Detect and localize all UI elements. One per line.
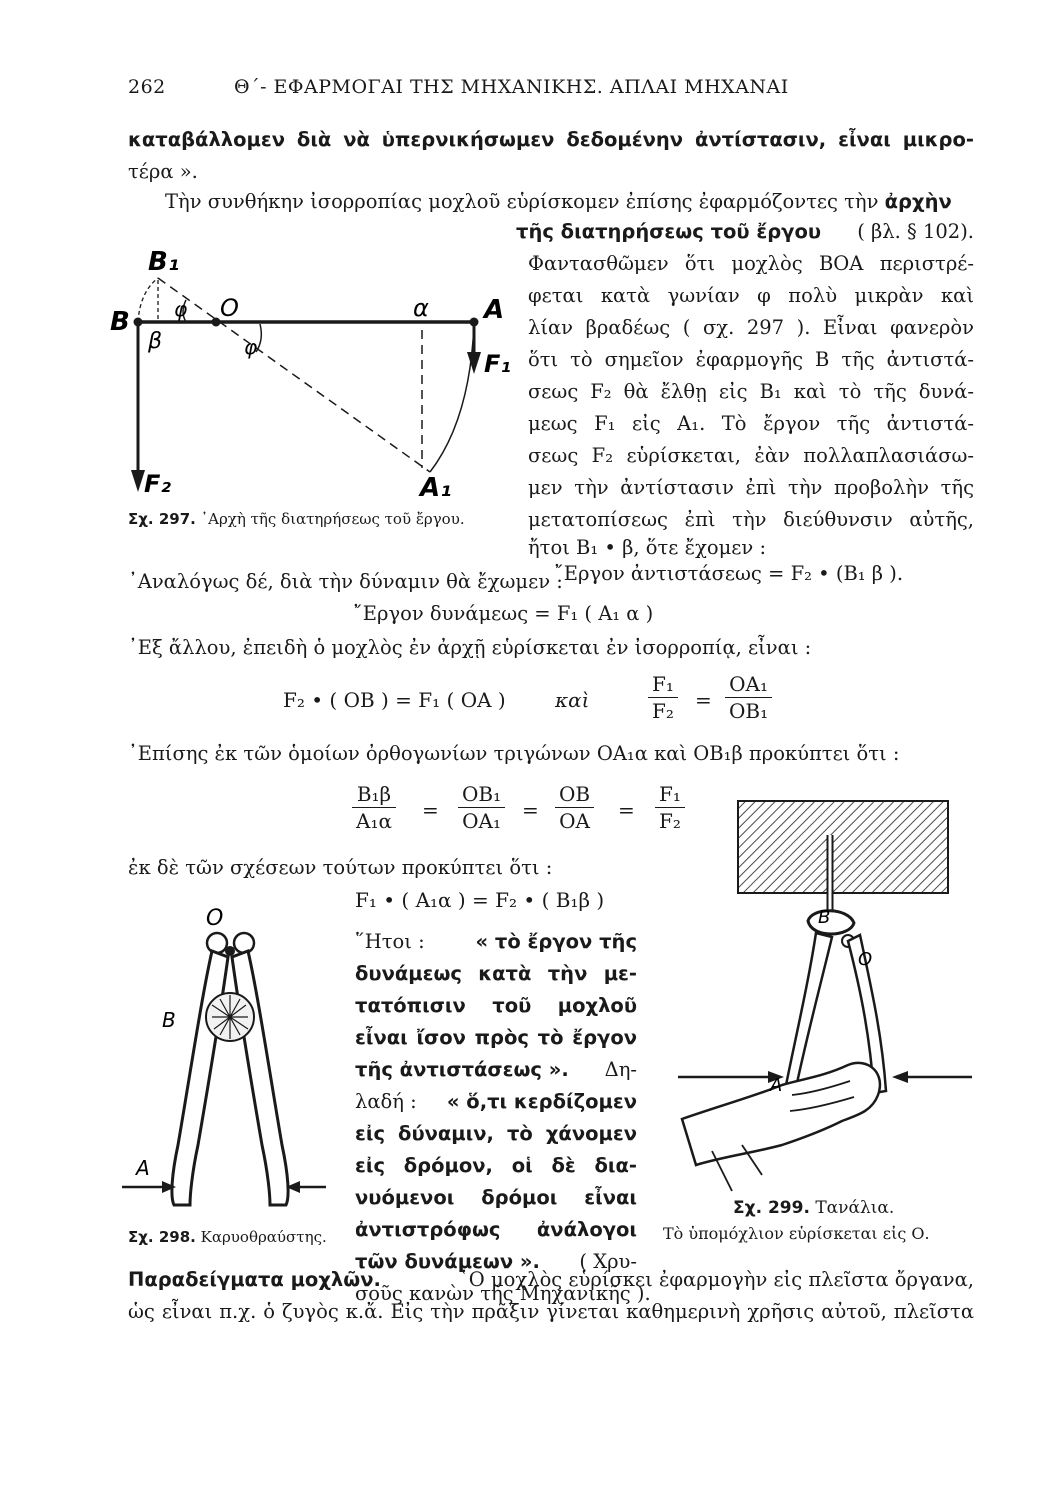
figure-caption: Σχ. 299. Τανάλια. <box>733 1198 895 1218</box>
rotated-lever <box>158 278 430 472</box>
label-A: A <box>770 1075 783 1096</box>
right-arm <box>232 951 288 1205</box>
text-line: εἶναι ἴσον πρὸς τὸ ἔργον <box>355 1026 637 1049</box>
pincer-jaws <box>808 911 854 934</box>
text-line: εἰς δρόμον, οἱ δὲ δια- <box>355 1154 637 1177</box>
text-line: τῶν δυνάμεων ». ( Χρυ- <box>355 1250 637 1273</box>
text-line: τῆς διατηρήσεως τοῦ ἔργου ( βλ. § 102). <box>516 220 974 243</box>
label-beta: β <box>148 329 163 354</box>
equation: ῎Εργον ἀντιστάσεως = F₂ • (Β₁ β ). <box>554 562 904 585</box>
fraction: $\frac{\text{F₁}}{\text{F₂}}$ <box>655 782 685 833</box>
label-phi: φ <box>244 335 258 359</box>
equation: = <box>695 688 712 712</box>
label-F1: F₁ <box>484 350 511 378</box>
running-title: Θ΄- ΕΦΑΡΜΟΓΑΙ ΤΗΣ ΜΗΧΑΝΙΚΗΣ. ΑΠΛΑΙ ΜΗΧΑΝΑΙ <box>234 76 789 98</box>
arc-B-B1 <box>138 278 158 322</box>
equation: καὶ <box>555 688 590 712</box>
text-line: μεως F₁ εἰς Α₁. Τὸ ἔργον τῆς ἀντιστά- <box>528 412 974 435</box>
text-line: ᾿Εξ ἄλλου, ἐπειδὴ ὁ μοχλὸς ἐν ἀρχῇ εὑρίσκεται ἐν ἰσορροπίᾳ, εἶναι : <box>128 636 812 659</box>
label-B1: B₁ <box>148 247 180 277</box>
hinge-O <box>234 933 254 953</box>
arc-A-A1 <box>430 324 474 472</box>
text-line: λίαν βραδέως ( σχ. 297 ). Εἶναι φανερὸν <box>528 316 974 339</box>
label-phi: φ <box>174 297 188 321</box>
wood-block <box>738 801 948 893</box>
hinge-pin <box>225 946 235 956</box>
text-line: Φαντασθῶμεν ὅτι μοχλὸς ΒΟΑ περιστρέ- <box>528 252 974 275</box>
equation: = <box>522 798 539 822</box>
figure-caption: Σχ. 297. ᾿Αρχὴ τῆς διατηρήσεως τοῦ ἔργου. <box>128 510 465 528</box>
equation: = <box>618 798 635 822</box>
text-line: τῆς ἀντιστάσεως ». Δη- <box>355 1058 637 1081</box>
hinge-O <box>207 933 227 953</box>
text-line: ἐκ δὲ τῶν σχέσεων τούτων προκύπτει ὅτι : <box>128 856 553 879</box>
text-line: σοῦς κανὼν τῆς Μηχανικῆς ). <box>355 1282 651 1305</box>
fraction: $\frac{\text{ΟΑ₁}}{\text{ΟΒ₁}}$ <box>725 672 772 723</box>
label-B: B <box>110 307 130 337</box>
label-B: B <box>818 907 831 928</box>
equation: ῎Εργον δυνάμεως = F₁ ( Α₁ α ) <box>353 602 654 625</box>
label-A1: A₁ <box>420 473 452 503</box>
text-line: εἰς δύναμιν, τὸ χάνομεν <box>355 1122 637 1145</box>
text-line: φεται κατὰ γωνίαν φ πολὺ μικρὰν καὶ <box>528 284 974 307</box>
equation: = <box>422 798 439 822</box>
label-alpha: α <box>413 294 429 322</box>
text-line: ὡς εἶναι π.χ. ὁ ζυγὸς κ.ἄ. Εἰς τὴν πρᾶξιν γίνεται καθημερινὴ χρῆσις αὐτοῦ, πλεῖστα <box>128 1300 974 1323</box>
equation: F₂ • ( ΟΒ ) = F₁ ( ΟΑ ) <box>283 688 506 712</box>
text-line: Τὴν συνθήκην ἰσορροπίας μοχλοῦ εὑρίσκομεν ἐπίσης ἐφαρμόζοντες τὴν ἀρχὴν <box>165 190 952 213</box>
text-line: μεν τὴν ἀντίστασιν ἐπὶ τὴν προβολὴν τῆς <box>528 476 974 499</box>
text-line: ᾿Επίσης ἐκ τῶν ὁμοίων ὀρθογωνίων τριγώνων ΟΑ₁α καὶ ΟΒ₁β προκύπτει ὅτι : <box>128 742 900 765</box>
text-line: Παραδείγματα μοχλῶν. ῾Ο μοχλὸς εὑρίσκει ἐφαρμογὴν εἰς πλεῖστα ὄργανα, <box>128 1268 974 1291</box>
text-line: ἀντιστρόφως ἀνάλογοι <box>355 1218 637 1241</box>
text-line: ἤτοι Β₁ • β, ὅτε ἔχομεν : <box>528 536 767 559</box>
left-arm <box>172 951 228 1205</box>
equation: F₁ • ( Α₁α ) = F₂ • ( Β₁β ) <box>355 888 605 912</box>
text-line: ὅτι τὸ σημεῖον ἐφαρμογῆς Β τῆς ἀντιστά- <box>528 348 974 371</box>
fraction: $\frac{OB}{OA}$ <box>555 782 594 833</box>
text-line: ᾿Αναλόγως δέ, διὰ τὴν δύναμιν θὰ ἔχωμεν : <box>128 570 563 593</box>
text-line: καταβάλλομεν διὰ νὰ ὑπερνικήσωμεν δεδομένην ἀντίστασιν, εἶναι μικρο- <box>128 128 974 151</box>
text-line: νυόμενοι δρόμοι εἶναι <box>355 1186 637 1209</box>
label-A: A <box>484 295 505 325</box>
text-line: σεως F₂ εὑρίσκεται, ἐὰν πολλαπλασιάσω- <box>528 444 974 467</box>
label-O: O <box>220 294 239 322</box>
lever-diagram-fig297 <box>110 240 530 510</box>
text-line: τατόπισιν τοῦ μοχλοῦ <box>355 994 637 1017</box>
force-arrow-right-head <box>892 1071 908 1083</box>
figure-caption: Τὸ ὑπομόχλιον εὑρίσκεται εἰς Ο. <box>663 1224 930 1243</box>
text-line: σεως F₂ θὰ ἔλθῃ εἰς Β₁ καὶ τὸ τῆς δυνά- <box>528 380 974 403</box>
figure-caption: Σχ. 298. Καρυοθραύστης. <box>128 1228 327 1246</box>
label-O: O <box>206 906 224 931</box>
pincers-fig299 <box>672 795 978 1195</box>
label-F2: F₂ <box>144 470 171 498</box>
label-B: B <box>162 1008 176 1032</box>
arrow-F2-head <box>131 470 145 492</box>
label-O: O <box>858 949 873 970</box>
fraction: $\frac{\text{F₁}}{\text{F₂}}$ <box>648 672 678 723</box>
label-A: A <box>136 1156 150 1180</box>
fraction: $\frac{\text{ΟΒ₁}}{\text{ΟΑ₁}}$ <box>458 782 505 833</box>
nutcracker-fig298 <box>120 905 332 1225</box>
text-line: δυνάμεως κατὰ τὴν με- <box>355 962 637 985</box>
text-line: τέρα ». <box>128 160 198 183</box>
text-line: ῞Ητοι : « τὸ ἔργον τῆς <box>355 930 637 953</box>
fraction: $\frac{\text{Β₁β}}{\text{Α₁α}}$ <box>352 782 396 833</box>
text-line: μετατοπίσεως ἐπὶ τὴν διεύθυνσιν αὐτῆς, <box>528 508 974 531</box>
page-number: 262 <box>128 76 166 98</box>
text-line: λαδή : « ὅ,τι κερδίζομεν <box>355 1090 637 1113</box>
